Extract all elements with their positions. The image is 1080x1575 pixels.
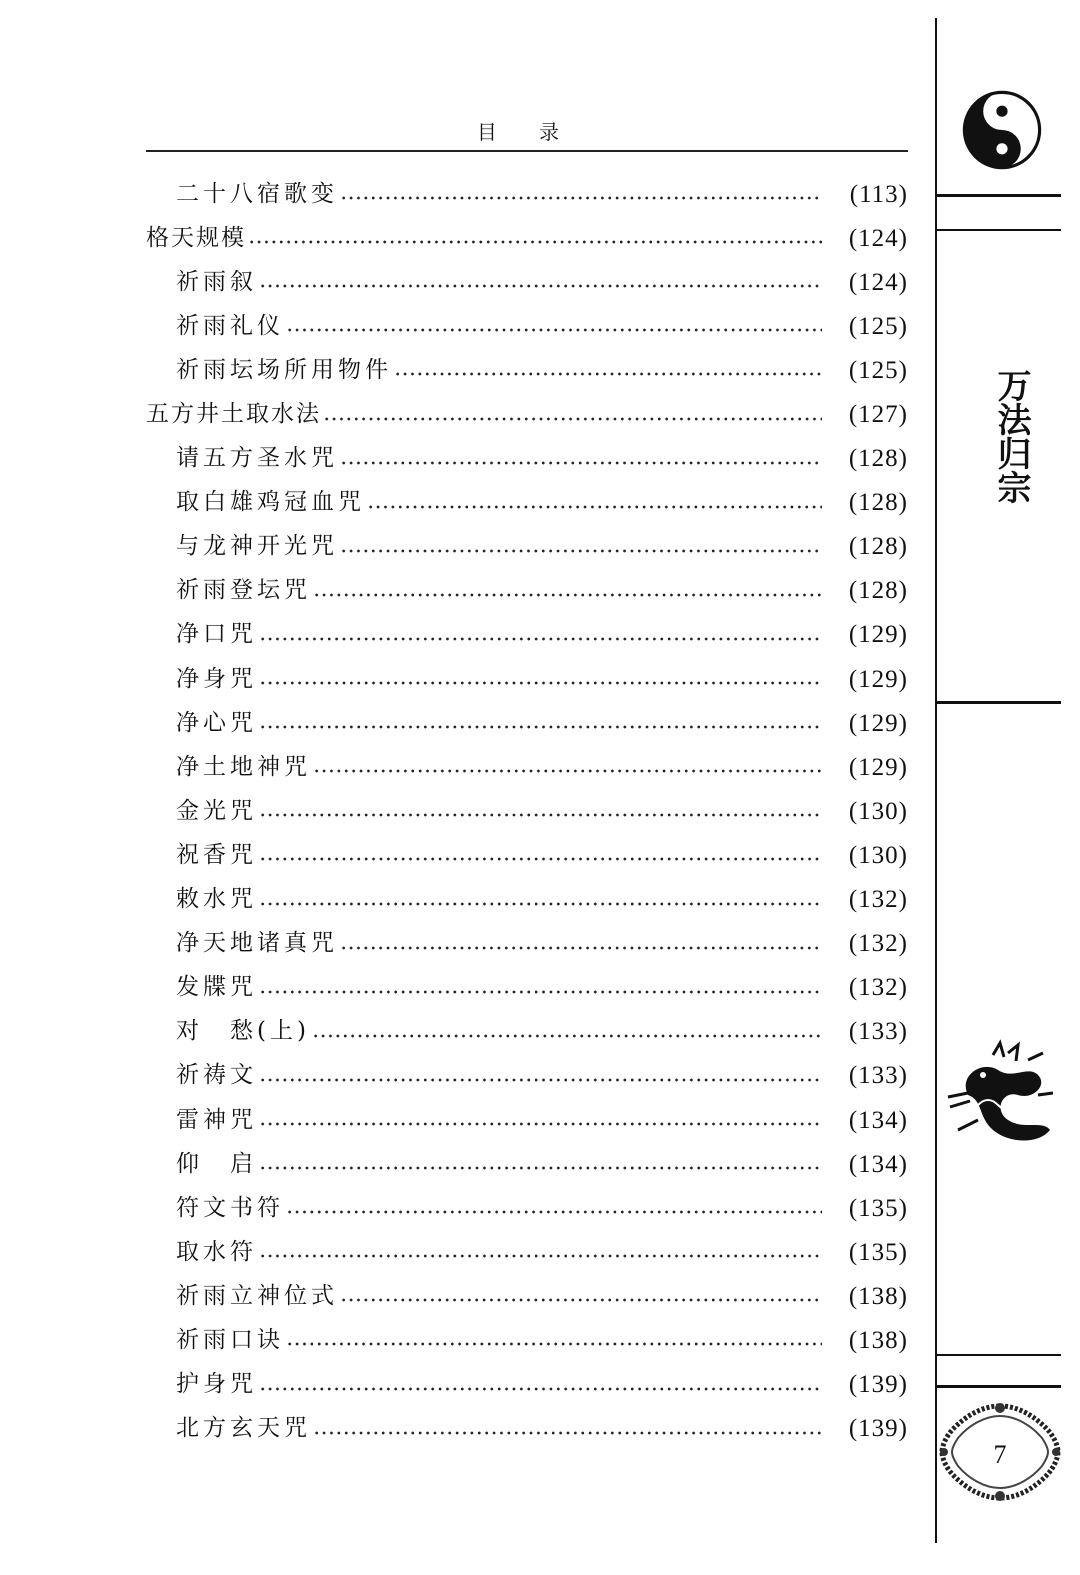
toc-entry — [146, 437, 908, 481]
page-number: 7 — [993, 1440, 1007, 1469]
toc-entry-page: (134) — [848, 1150, 908, 1178]
dot-leader — [340, 460, 822, 466]
toc-entry — [146, 304, 908, 348]
dragon-icon — [938, 1035, 1058, 1155]
toc-entry-page: (125) — [848, 312, 908, 340]
toc-entry — [146, 789, 908, 833]
toc-entry — [146, 1274, 908, 1318]
toc-entry-page: (129) — [848, 753, 908, 781]
toc-entry-title: 祈雨口诀 — [176, 1326, 284, 1353]
toc-entry — [146, 1230, 908, 1274]
toc-entry-title: 净土地神咒 — [176, 753, 311, 780]
toc-entry — [146, 392, 908, 436]
sidebar-rule — [937, 229, 1061, 231]
toc-entry-page: (135) — [848, 1194, 908, 1222]
toc-entry — [146, 922, 908, 966]
toc-entry-page: (133) — [848, 1018, 908, 1046]
sidebar-rule — [937, 701, 1061, 704]
toc-entry-title: 取白雄鸡冠血咒 — [176, 489, 365, 516]
toc-entry-title: 祈雨登坛咒 — [176, 577, 311, 604]
toc-entry-page: (113) — [849, 180, 908, 208]
toc-entry-title: 符文书符 — [176, 1194, 284, 1221]
dot-leader — [259, 1386, 822, 1392]
toc-entry-title: 请五方圣水咒 — [176, 445, 338, 472]
toc-entry-page: (124) — [848, 268, 908, 296]
dot-leader — [340, 195, 822, 201]
dot-leader — [259, 636, 822, 642]
dot-leader — [340, 548, 822, 554]
toc-entry — [146, 1098, 908, 1142]
toc-entry-page: (128) — [848, 533, 908, 561]
toc-entry-page: (128) — [848, 445, 908, 473]
toc-entry — [146, 966, 908, 1010]
dot-leader — [259, 724, 822, 730]
toc-entry-title: 净心咒 — [176, 709, 257, 736]
toc-entry-title: 净口咒 — [176, 621, 257, 648]
toc-entry-title: 祈雨礼仪 — [176, 312, 284, 339]
toc-entry — [146, 1142, 908, 1186]
dot-leader — [394, 371, 822, 377]
toc-entry-title: 敕水咒 — [176, 886, 257, 913]
toc-entry-page: (133) — [848, 1062, 908, 1090]
sidebar-rule — [937, 194, 1061, 197]
dot-leader — [259, 680, 822, 686]
dot-leader — [259, 856, 822, 862]
toc-entry-title: 发牒咒 — [176, 974, 257, 1001]
toc-entry-page: (129) — [848, 665, 908, 693]
toc-entry-page: (134) — [848, 1106, 908, 1134]
dot-leader — [259, 1077, 822, 1083]
toc-entry-page: (130) — [848, 841, 908, 869]
toc-entry-title: 雷神咒 — [176, 1106, 257, 1133]
yin-yang-icon — [962, 90, 1042, 170]
table-of-contents — [146, 172, 908, 1451]
toc-entry-title: 五方井土取水法 — [146, 401, 321, 428]
toc-entry — [146, 613, 908, 657]
toc-entry-page: (139) — [848, 1415, 908, 1443]
toc-entry — [146, 1186, 908, 1230]
toc-entry — [146, 833, 908, 877]
dot-leader — [323, 416, 822, 422]
toc-entry-page: (129) — [848, 709, 908, 737]
dot-leader — [340, 1297, 822, 1303]
book-title: 万法归宗 — [991, 368, 1031, 504]
toc-entry — [146, 260, 908, 304]
dot-leader — [259, 1165, 822, 1171]
toc-entry — [146, 525, 908, 569]
toc-entry-title: 格天规模 — [146, 224, 246, 251]
toc-entry — [146, 701, 908, 745]
toc-entry-title: 二十八宿歌变 — [176, 180, 338, 207]
toc-entry-page: (124) — [848, 224, 908, 252]
toc-entry-page: (139) — [848, 1371, 908, 1399]
toc-entry-title: 祈祷文 — [176, 1062, 257, 1089]
toc-entry-page: (132) — [848, 886, 908, 914]
toc-entry — [146, 172, 908, 216]
toc-entry-page: (132) — [848, 930, 908, 958]
toc-entry-title: 祈雨坛场所用物件 — [176, 356, 392, 383]
toc-entry — [146, 1318, 908, 1362]
dot-leader — [312, 1033, 822, 1039]
dot-leader — [259, 283, 822, 289]
sidebar-rule — [937, 1385, 1061, 1388]
toc-entry-page: (138) — [848, 1326, 908, 1354]
toc-entry — [146, 657, 908, 701]
toc-entry-title: 净天地诸真咒 — [176, 930, 338, 957]
dot-leader — [286, 1341, 822, 1347]
dot-leader — [286, 1209, 822, 1215]
toc-entry — [146, 569, 908, 613]
dot-leader — [259, 901, 822, 907]
dot-leader — [248, 239, 822, 245]
toc-entry-page: (130) — [848, 797, 908, 825]
toc-entry-title: 祝香咒 — [176, 841, 257, 868]
toc-entry-page: (125) — [848, 356, 908, 384]
toc-entry — [146, 481, 908, 525]
dot-leader — [313, 1430, 822, 1436]
dot-leader — [313, 592, 822, 598]
dot-leader — [259, 812, 822, 818]
toc-entry — [146, 216, 908, 260]
dot-leader — [259, 1121, 822, 1127]
dot-leader — [367, 504, 822, 510]
toc-entry — [146, 348, 908, 392]
toc-entry-title: 北方玄天咒 — [176, 1415, 311, 1442]
toc-entry — [146, 1054, 908, 1098]
dot-leader — [259, 989, 822, 995]
sidebar-rule — [937, 1354, 1061, 1356]
toc-entry — [146, 745, 908, 789]
page-header-title: 目 录 — [476, 120, 578, 144]
toc-entry-page: (135) — [848, 1238, 908, 1266]
dot-leader — [259, 1253, 822, 1259]
toc-entry-page: (128) — [848, 577, 908, 605]
toc-entry-title: 祈雨立神位式 — [176, 1282, 338, 1309]
toc-entry-page: (129) — [848, 621, 908, 649]
toc-entry-title: 与龙神开光咒 — [176, 533, 338, 560]
toc-entry-title: 护身咒 — [176, 1371, 257, 1398]
toc-entry-page: (132) — [848, 974, 908, 1002]
dot-leader — [313, 768, 822, 774]
toc-entry — [146, 1010, 908, 1054]
toc-entry-title: 取水符 — [176, 1238, 257, 1265]
toc-entry-page: (138) — [848, 1282, 908, 1310]
toc-entry — [146, 1407, 908, 1451]
toc-entry — [146, 878, 908, 922]
toc-entry-title: 对 愁(上) — [176, 1018, 310, 1045]
toc-entry-page: (128) — [848, 489, 908, 517]
toc-entry-title: 净身咒 — [176, 665, 257, 692]
toc-entry-title: 祈雨叙 — [176, 268, 257, 295]
header-rule — [146, 150, 908, 152]
toc-entry-title: 仰 启 — [176, 1150, 257, 1177]
toc-entry-page: (127) — [848, 401, 908, 429]
sidebar-divider-line — [935, 18, 937, 1543]
dot-leader — [340, 945, 822, 951]
toc-entry-title: 金光咒 — [176, 797, 257, 824]
dot-leader — [286, 327, 822, 333]
toc-entry — [146, 1363, 908, 1407]
